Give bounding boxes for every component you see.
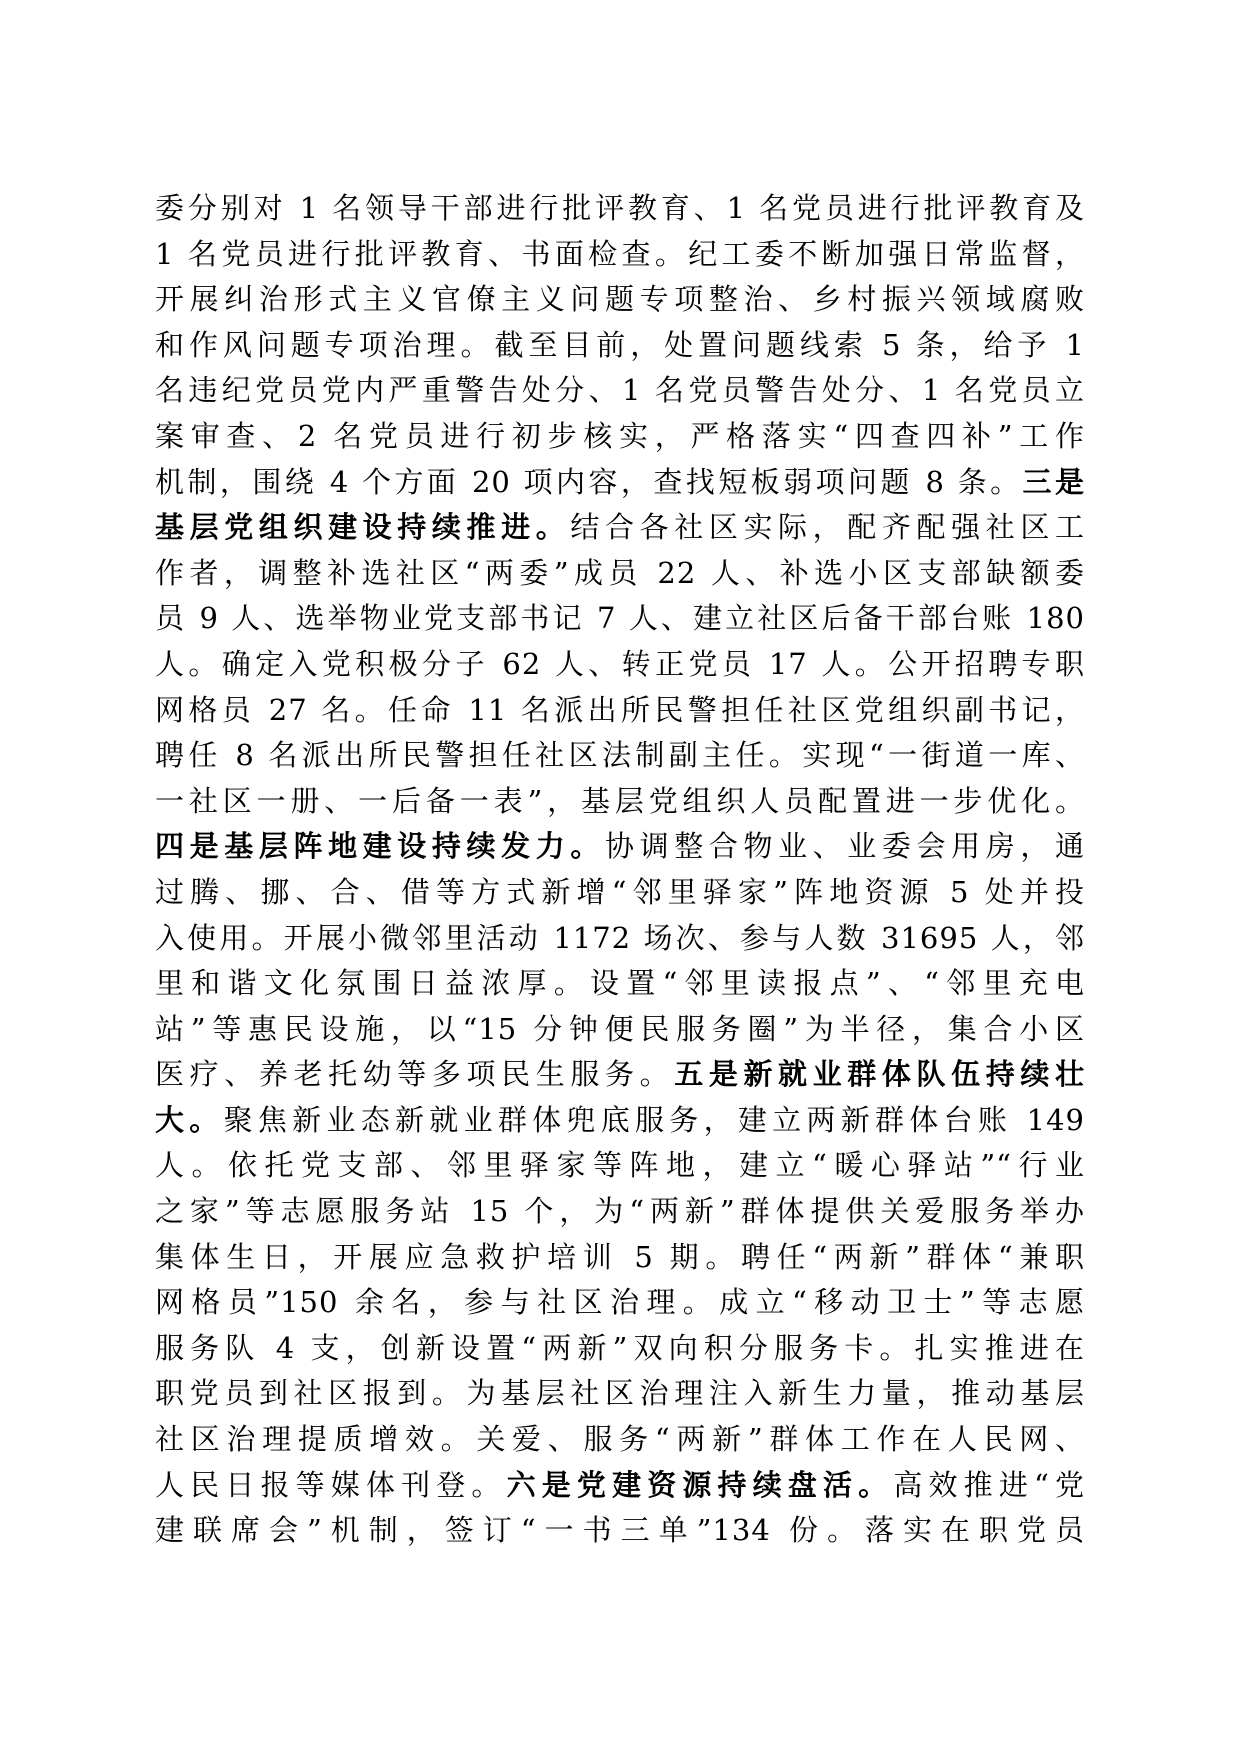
body-text-run: 入使用。开展小微邻里活动 1172 场次、参与人数 31695 人，邻 (155, 920, 1085, 955)
bold-heading-text: 三是 (1022, 464, 1085, 499)
body-text-run: 委分别对 1 名领导干部进行批评教育、1 名党员进行批评教育及 (155, 191, 1085, 225)
text-line (155, 824, 1085, 870)
text-line (155, 733, 1085, 779)
body-text-run: 机制，围绕 4 个方面 20 项内容，查找短板弱项问题 8 条。 (155, 464, 1023, 499)
body-text (155, 186, 1085, 1554)
body-text-run: 名违纪党员党内严重警告处分、1 名党员警告处分、1 名党员立 (155, 373, 1085, 408)
text-line (155, 1143, 1085, 1189)
body-text-run: 作者，调整补选社区“两委”成员 22 人、补选小区支部缺额委 (155, 555, 1085, 590)
text-line (155, 1417, 1085, 1463)
bold-heading-text: 五是新就业群体队伍持续壮 (674, 1057, 1085, 1092)
text-line (155, 916, 1085, 962)
body-text-run: 案审查、2 名党员进行初步核实，严格落实“四查四补”工作 (155, 418, 1085, 453)
text-line (155, 1280, 1085, 1326)
text-line (155, 551, 1085, 597)
text-line (155, 961, 1085, 1007)
body-text-run: 开展纠治形式主义官僚主义问题专项整治、乡村振兴领域腐败 (155, 282, 1085, 317)
text-line (155, 1326, 1085, 1372)
body-text-run: 协调整合物业、业委会用房，通 (605, 829, 1085, 864)
body-text-run: 之家”等志愿服务站 15 个，为“两新”群体提供关爱服务举办 (155, 1194, 1085, 1229)
body-text-run: 聚焦新业态新就业群体兜底服务，建立两新群体台账 149 (223, 1102, 1085, 1137)
text-line (155, 186, 1085, 232)
text-line (155, 1098, 1085, 1144)
body-text-run: 站”等惠民设施，以“15 分钟便民服务圈”为半径，集合小区 (155, 1011, 1085, 1046)
body-text-run: 网格员”150 余名，参与社区治理。成立“移动卫士”等志愿 (155, 1285, 1085, 1320)
body-text-run: 人。依托党支部、邻里驿家等阵地，建立“暖心驿站”“行业 (155, 1148, 1085, 1183)
text-line (155, 688, 1085, 734)
body-text-run: 网格员 27 名。任命 11 名派出所民警担任社区党组织副书记， (155, 692, 1085, 727)
body-text-run: 员 9 人、选举物业党支部书记 7 人、建立社区后备干部台账 180 (155, 601, 1085, 636)
body-text-run: 社区治理提质增效。关爱、服务“两新”群体工作在人民网、 (155, 1422, 1085, 1457)
body-text-run: 人民日报等媒体刊登。 (155, 1467, 507, 1502)
text-line (155, 505, 1085, 551)
text-line (155, 414, 1085, 460)
text-line (155, 460, 1085, 506)
body-text-run: 里和谐文化氛围日益浓厚。设置“邻里读报点”、“邻里充电 (155, 966, 1085, 1001)
body-text-run: 1 名党员进行批评教育、书面检查。纪工委不断加强日常监督， (155, 236, 1085, 271)
bold-heading-text: 四是基层阵地建设持续发力。 (155, 829, 605, 864)
text-line (155, 1508, 1085, 1554)
bold-heading-text: 基层党组织建设持续推进。 (155, 510, 571, 545)
text-line (155, 368, 1085, 414)
body-text-run: 高效推进“党 (893, 1467, 1085, 1502)
body-text-run: 聘任 8 名派出所民警担任社区法制副主任。实现“一街道一库、 (155, 738, 1085, 773)
text-line (155, 779, 1085, 825)
text-line (155, 1235, 1085, 1281)
bold-heading-text: 六是党建资源持续盘活。 (506, 1467, 894, 1502)
body-text-run: 服务队 4 支，创新设置“两新”双向积分服务卡。扎实推进在 (155, 1330, 1085, 1365)
body-text-run: 和作风问题专项治理。截至目前，处置问题线索 5 条，给予 1 (155, 327, 1085, 362)
text-line (155, 870, 1085, 916)
body-text-run: 一社区一册、一后备一表”，基层党组织人员配置进一步优化。 (155, 783, 1085, 818)
body-text-run: 职党员到社区报到。为基层社区治理注入新生力量，推动基层 (155, 1376, 1085, 1411)
text-line (155, 1371, 1085, 1417)
body-text-run: 过腾、挪、合、借等方式新增“邻里驿家”阵地资源 5 处并投 (155, 874, 1085, 909)
text-line (155, 1052, 1085, 1098)
body-text-run: 人。确定入党积极分子 62 人、转正党员 17 人。公开招聘专职 (155, 646, 1085, 681)
text-line (155, 1189, 1085, 1235)
text-line (155, 596, 1085, 642)
body-text-run: 集体生日，开展应急救护培训 5 期。聘任“两新”群体“兼职 (155, 1239, 1085, 1274)
body-text-run: 建联席会”机制，签订“一书三单”134 份。落实在职党员 (155, 1513, 1085, 1548)
text-line (155, 1007, 1085, 1053)
body-text-run: 医疗、养老托幼等多项民生服务。 (155, 1057, 675, 1092)
text-line (155, 277, 1085, 323)
text-line (155, 1463, 1085, 1509)
body-text-run: 结合各社区实际，配齐配强社区工 (570, 510, 1085, 545)
text-line (155, 323, 1085, 369)
bold-heading-text: 大。 (155, 1102, 224, 1137)
text-line (155, 642, 1085, 688)
text-line (155, 232, 1085, 278)
